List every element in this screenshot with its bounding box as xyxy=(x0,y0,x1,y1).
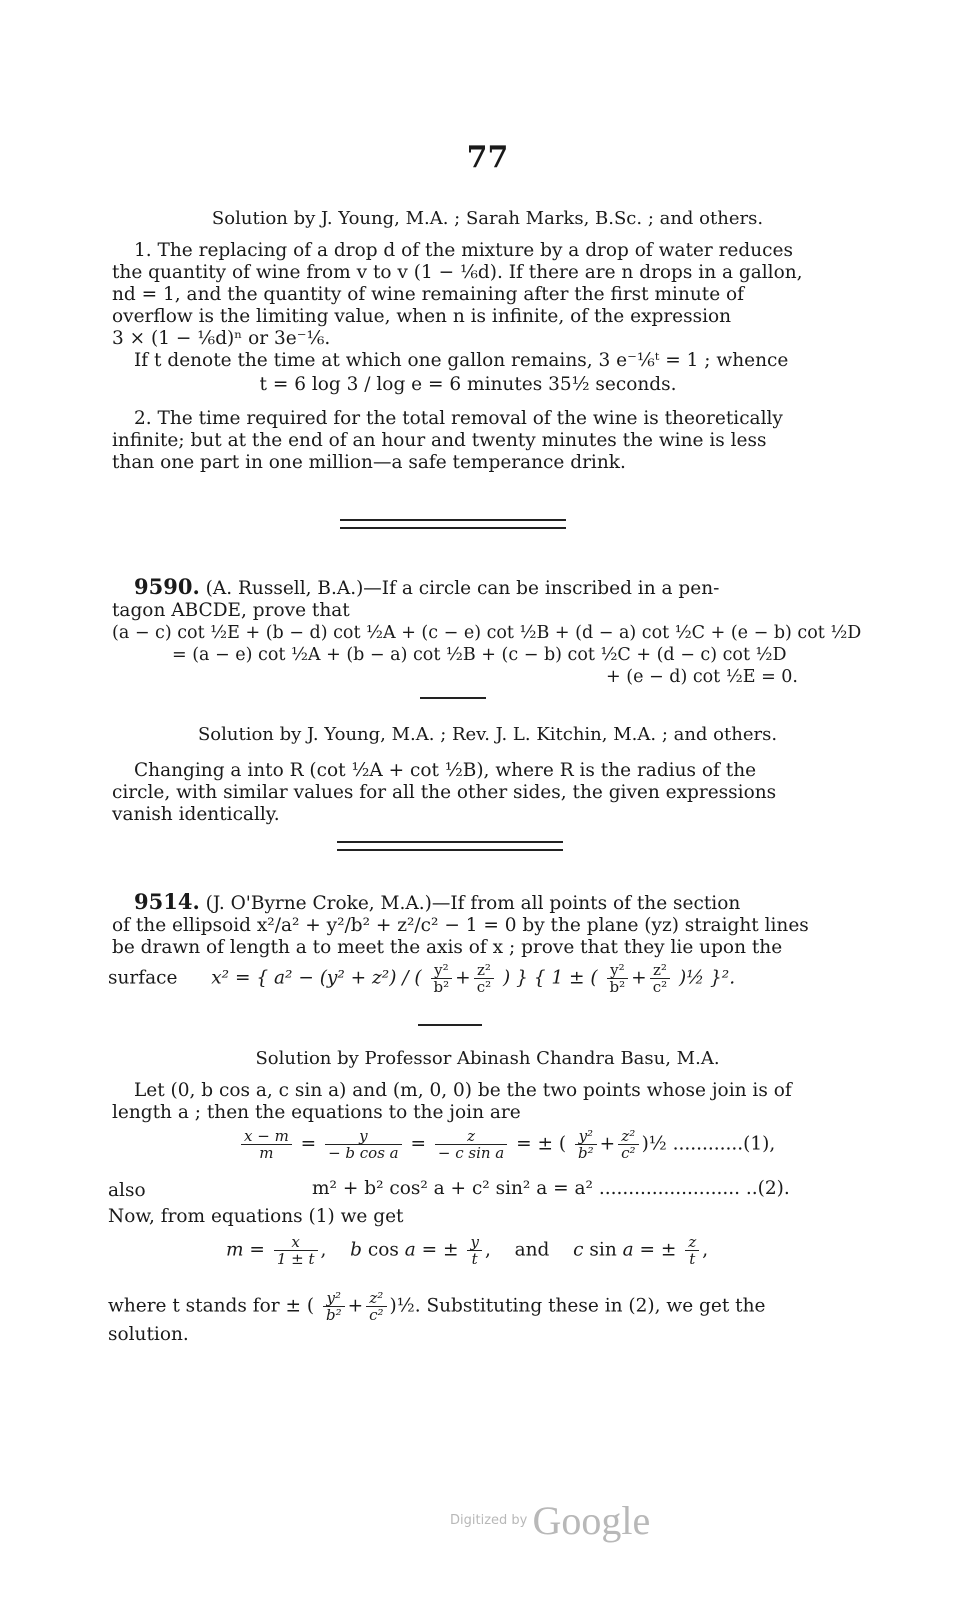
frac-num: z² xyxy=(650,962,670,979)
solution-header-3: Solution by Professor Abinash Chandra Basu, M.A. xyxy=(255,1048,720,1069)
surface-eq-mid: ) } { 1 ± ( xyxy=(503,967,598,989)
section1-body xyxy=(112,240,824,474)
frac-num: z² xyxy=(366,1290,386,1307)
equation-2: m² + b² cos² a + c² sin² a = a² ........................ ..(2). xyxy=(312,1178,790,1199)
frac-num: y² xyxy=(575,1128,597,1145)
frac-z2-c2-2 xyxy=(650,962,670,995)
frac-den: b² xyxy=(609,978,626,996)
frac-num: y² xyxy=(323,1290,345,1307)
eq3-frac-z xyxy=(685,1234,699,1267)
frac-num: x − m xyxy=(241,1128,292,1145)
where-frac-z2-c2 xyxy=(366,1290,386,1323)
eq1-tail: )½ ............(1), xyxy=(641,1133,776,1155)
frac-z2-c2 xyxy=(474,962,494,995)
frac-num: y² xyxy=(431,962,453,979)
google-watermark xyxy=(450,1497,670,1547)
frac-num: z² xyxy=(474,962,494,979)
section2-body xyxy=(112,574,862,688)
frac-den: b² xyxy=(433,978,450,996)
frac-den: t xyxy=(689,1250,696,1268)
question-9514-intro-text: (J. O'Byrne Croke, M.A.)—If from all points of the section xyxy=(205,893,741,914)
para1-line4: overflow is the limiting value, when n is infinite, of the expression xyxy=(112,306,732,327)
solution2-line3: vanish identically. xyxy=(112,804,280,825)
short-rule-2 xyxy=(418,1024,482,1026)
frac-num: y xyxy=(467,1234,481,1251)
equation-1: $\frac{x - m}{m}$ = $\frac{y}{\text{− b cos a}}$ = $\frac{z}{\text{− c sin a}}$ = ± ( $\frac{\text{y²}}{\text{b²}}$ + $\frac{\text{z²}}{\text{c²}}$ )½ ............(1), xyxy=(238,1128,775,1161)
question-9590-eq-line3: + (e − d) cot ½E = 0. xyxy=(606,667,798,687)
where-start: where t stands for ± xyxy=(108,1295,301,1317)
frac-den: c² xyxy=(652,978,668,996)
where-frac-y2-b2 xyxy=(323,1290,345,1323)
frac-den: c² xyxy=(476,978,492,996)
solution3-line1: Let (0, b cos a, c sin a) and (m, 0, 0) be the two points whose join is of xyxy=(134,1080,792,1101)
page-number: 77 xyxy=(466,140,509,175)
eq1-frac-z2-c2 xyxy=(618,1128,638,1161)
surface-equation: surface x² = { a² − (y² + z²) / ( $\frac{\text{y²}}{\text{b²}}$ + $\frac{\text{z²}}{\text{c²}}$ ) } { 1 ± ( $\frac{\text{y²}}{\text{b²}}$ + $\frac{\text{z²}}{\text{c²}}$ )½ }². xyxy=(108,961,736,996)
surface-label: surface xyxy=(108,967,178,989)
section-divider-2 xyxy=(337,841,563,851)
solution3-line3: Now, from equations (1) we get xyxy=(108,1206,404,1227)
surface-eq-left: x² = { a² − (y² + z²) / ( xyxy=(211,967,422,989)
question-number-9590: 9590. xyxy=(134,574,200,599)
section2-solution xyxy=(112,760,824,826)
frac-y2-b2 xyxy=(431,962,453,995)
frac-den: − c sin a xyxy=(437,1144,505,1162)
also-label: also xyxy=(108,1180,146,1201)
watermark-prefix: Digitized by xyxy=(450,1513,528,1528)
frac-num: z xyxy=(435,1128,507,1145)
eq3-frac-m xyxy=(274,1234,318,1267)
eq1-frac-a xyxy=(241,1128,292,1161)
frac-num: z xyxy=(685,1234,699,1251)
frac-den: 1 ± t xyxy=(276,1250,315,1268)
surface-eq-right: )½ }². xyxy=(679,967,736,989)
solution-header-1: Solution by J. Young, M.A. ; Sarah Marks, B.Sc. ; and others. xyxy=(211,208,764,229)
frac-num: z² xyxy=(618,1128,638,1145)
section3-body xyxy=(112,891,824,959)
eq1-frac-y2-b2 xyxy=(575,1128,597,1161)
para3-line3: than one part in one million—a safe temperance drink. xyxy=(112,452,626,473)
watermark-brand: Google xyxy=(532,1498,651,1543)
solution-header-2: Solution by J. Young, M.A. ; Rev. J. L. Kitchin, M.A. ; and others. xyxy=(197,724,778,745)
question-9590-eq-line2: = (a − e) cot ½A + (b − a) cot ½B + (c − b) cot ½C + (d − c) cot ½D xyxy=(172,645,787,665)
frac-den: m xyxy=(259,1144,274,1162)
question-9514-intro-line2: of the ellipsoid x²/a² + y²/b² + z²/c² − 1 = 0 by the plane (yz) straight lines xyxy=(112,915,809,936)
eq1-frac-c xyxy=(435,1128,507,1161)
para1-line5: 3 × (1 − ⅙d)ⁿ or 3e⁻⅙. xyxy=(112,328,331,349)
solution2-line1: Changing a into R (cot ½A + cot ½B), where R is the radius of the xyxy=(134,760,757,781)
frac-den: t xyxy=(471,1250,478,1268)
frac-den: − b cos a xyxy=(328,1144,399,1162)
where-end: )½. Substituting these in (2), we get the xyxy=(389,1295,766,1317)
section-divider-1 xyxy=(340,519,566,529)
para3-line2: infinite; but at the end of an hour and twenty minutes the wine is less xyxy=(112,430,767,451)
question-number-9514: 9514. xyxy=(134,889,200,914)
question-9514-intro-line3: be drawn of length a to meet the axis of x ; prove that they lie upon the xyxy=(112,937,783,958)
para3-line1: 2. The time required for the total removal of the wine is theoretically xyxy=(134,408,783,429)
para1-line3: nd = 1, and the quantity of wine remaining after the first minute of xyxy=(112,284,745,305)
section3-solution-intro xyxy=(112,1080,824,1124)
eq3-frac-y xyxy=(467,1234,481,1267)
question-9590-intro-line1 xyxy=(112,576,824,600)
frac-den: c² xyxy=(621,1144,636,1162)
short-rule-1 xyxy=(420,697,486,699)
para2-line1: If t denote the time at which one gallon remains, 3 e⁻⅙ᵗ = 1 ; whence xyxy=(134,350,789,371)
question-9590-intro-text: (A. Russell, B.A.)—If a circle can be inscribed in a pen- xyxy=(205,578,720,599)
equation-3: m = $\frac{x}{1 \pm t}$ , b cos a = ± $\frac{y}{t}$ , and c sin a = ± $\frac{z}{t}$ , xyxy=(226,1233,709,1268)
frac-num: y xyxy=(325,1128,402,1145)
frac-den: c² xyxy=(369,1306,384,1324)
question-9590-eq-line1: (a − c) cot ½E + (b − d) cot ½A + (c − e) cot ½B + (d − a) cot ½C + (e − b) cot ½D xyxy=(112,623,862,643)
where-line: where t stands for ± ( $\frac{\text{y²}}{\text{b²}}$ + $\frac{\text{z²}}{\text{c²}}$ )½. Substituting these in (2), we get the xyxy=(108,1289,766,1324)
frac-den: b² xyxy=(325,1306,342,1324)
frac-num: x xyxy=(274,1234,318,1251)
solution2-line2: circle, with similar values for all the other sides, the given expressions xyxy=(112,782,777,803)
para1-line1: 1. The replacing of a drop d of the mixture by a drop of water reduces xyxy=(134,240,793,261)
para2-line2: t = 6 log 3 / log e = 6 minutes 35½ seconds. xyxy=(259,374,677,395)
frac-y2-b2-2 xyxy=(607,962,629,995)
solution3-last: solution. xyxy=(108,1324,189,1345)
question-9514-intro-line1 xyxy=(112,891,824,915)
para1-line2: the quantity of wine from v to v (1 − ⅙d). If there are n drops in a gallon, xyxy=(112,262,803,283)
solution3-line2: length a ; then the equations to the join are xyxy=(112,1102,521,1123)
eq1-frac-b xyxy=(325,1128,402,1161)
frac-den: b² xyxy=(578,1144,594,1162)
question-9590-intro-line2: tagon ABCDE, prove that xyxy=(112,600,350,621)
frac-num: y² xyxy=(607,962,629,979)
